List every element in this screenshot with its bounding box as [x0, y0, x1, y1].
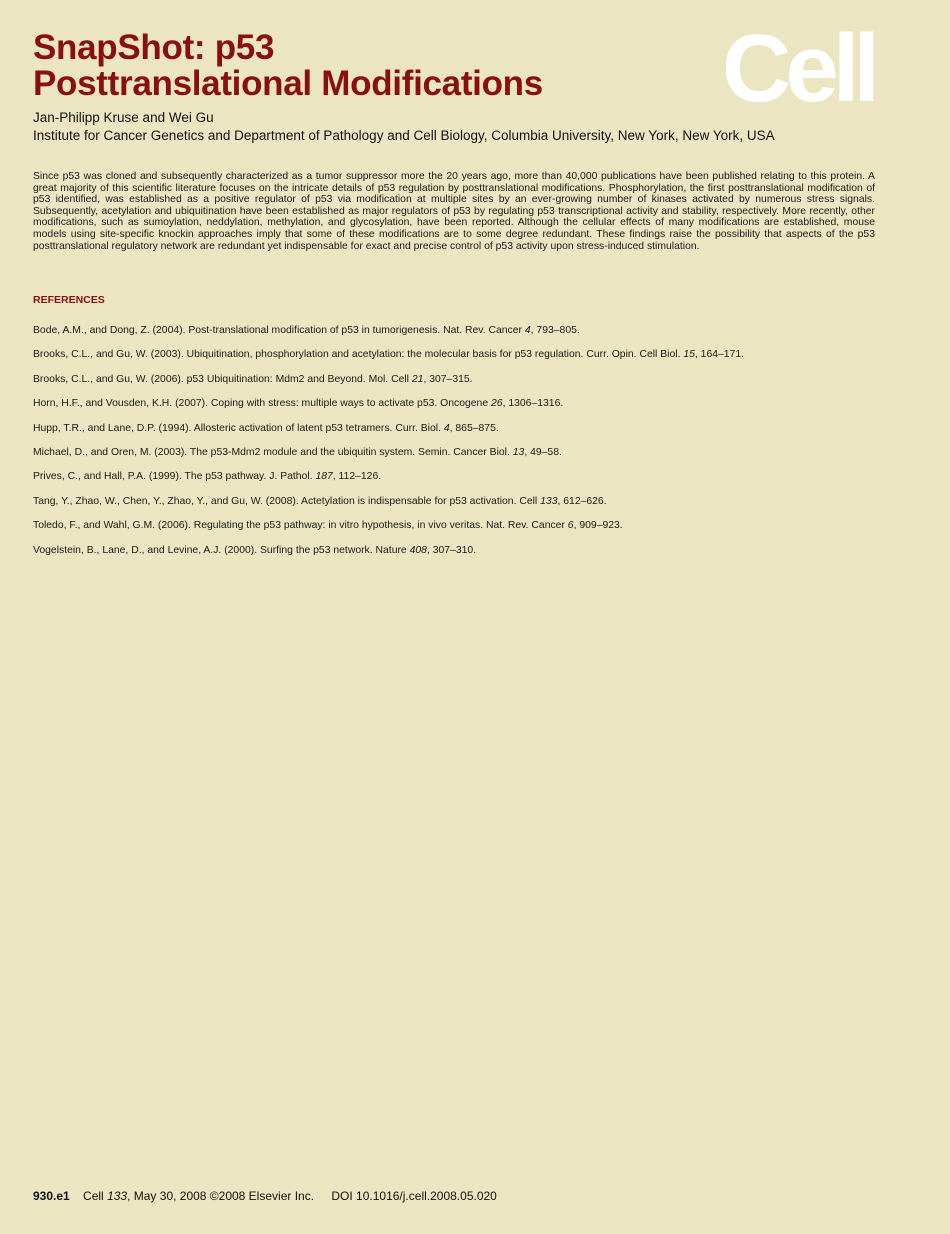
reference-item: Michael, D., and Oren, M. (2003). The p53-Mdm2 module and the ubiquitin system. Semin. Cancer Biol. 13, 49–58.: [33, 446, 562, 458]
reference-volume: 4: [524, 325, 531, 336]
reference-volume: 133: [540, 495, 558, 507]
reference-item: Toledo, F., and Wahl, G.M. (2006). Regulating the p53 pathway: in vitro hypothesis, in vivo veritas. Nat. Rev. Cancer 6, 909–923.: [33, 520, 623, 532]
page-number: 930.e1: [33, 1189, 70, 1203]
reference-item: Hupp, T.R., and Lane, D.P. (1994). Allosteric activation of latent p53 tetramers. Curr. Biol. 4, 865–875.: [33, 422, 499, 434]
reference-volume: 408: [409, 544, 427, 556]
page-title: [33, 30, 543, 102]
abstract-paragraph: Since p53 was cloned and subsequently characterized as a tumor suppressor more the 20 years ago, more than 40,000 publications have been published relating to this protein. A great majority of this scientific literature focuses on the intricate details of p53 regulation by posttranslational modifications. Phosphorylation, the first posttranslational modification of p53 identified, was established as a positive regulator of p53 via modification at multiple sites by an ever-growing number of kinases activated by numerous stress signals. Subsequently, acetylation and ubiquitination have been established as major regulators of p53 by regulating p53 transcriptional activity and stability, respectively. More recently, other modifications, such as sumoylation, neddylation, methylation, and glycosylation, have been reported. Although the cellular effects of many modifications are established, mouse models using site-specific knockin approaches imply that some of these modifications are to some degree redundant. These findings raise the possibility that aspects of the p53 posttranslational regulatory network are redundant yet indispensable for exact and precise control of p53 activity upon stress-induced stimulation.: [33, 171, 875, 252]
reference-volume: 26: [491, 398, 503, 410]
reference-item: Bode, A.M., and Dong, Z. (2004). Post-translational modification of p53 in tumorigenesis. Nat. Rev. Cancer 4, 793–805.: [33, 325, 580, 336]
reference-volume: 15: [683, 349, 695, 361]
reference-volume: 4: [443, 422, 450, 434]
page-footer: [33, 1188, 497, 1204]
reference-item: Vogelstein, B., Lane, D., and Levine, A.J. (2000). Surfing the p53 network. Nature 408, 307–310.: [33, 544, 477, 556]
journal-name: Cell: [83, 1189, 108, 1203]
cell-logo: Cell: [722, 15, 875, 122]
reference-volume: 21: [411, 373, 424, 385]
reference-item: Brooks, C.L., and Gu, W. (2006). p53 Ubiquitination: Mdm2 and Beyond. Mol. Cell 21, 307–315.: [33, 373, 473, 385]
references-list: [33, 324, 893, 568]
doi: DOI 10.1016/j.cell.2008.05.020: [331, 1189, 497, 1203]
reference-volume: 6: [567, 520, 574, 532]
title-line-2: Posttranslational Modifications: [33, 64, 543, 103]
reference-item: Brooks, C.L., and Gu, W. (2003). Ubiquitination, phosphorylation and acetylation: the molecular basis for p53 regulation. Curr. Opin. Cell Biol. 15, 164–171.: [33, 349, 745, 361]
references-heading: REFERENCES: [33, 294, 105, 306]
title-line-1: SnapShot: p53: [33, 28, 275, 67]
reference-volume: 13: [512, 446, 525, 458]
affiliation: Institute for Cancer Genetics and Department of Pathology and Cell Biology, Columbia University, New York, New York, USA: [33, 128, 775, 143]
reference-volume: 187: [315, 471, 333, 483]
authors: Jan-Philipp Kruse and Wei Gu: [33, 110, 214, 125]
reference-item: Horn, H.F., and Vousden, K.H. (2007). Coping with stress: multiple ways to activate p53. Oncogene 26, 1306–1316.: [33, 398, 564, 410]
reference-item: Tang, Y., Zhao, W., Chen, Y., Zhao, Y., and Gu, W. (2008). Actetylation is indispensable for p53 activation. Cell 133, 612–626.: [33, 495, 607, 507]
journal-volume: 133: [107, 1189, 128, 1203]
reference-item: Prives, C., and Hall, P.A. (1999). The p53 pathway. J. Pathol. 187, 112–126.: [33, 471, 382, 483]
publication-date: , May 30, 2008 ©2008 Elsevier Inc.: [127, 1189, 315, 1203]
